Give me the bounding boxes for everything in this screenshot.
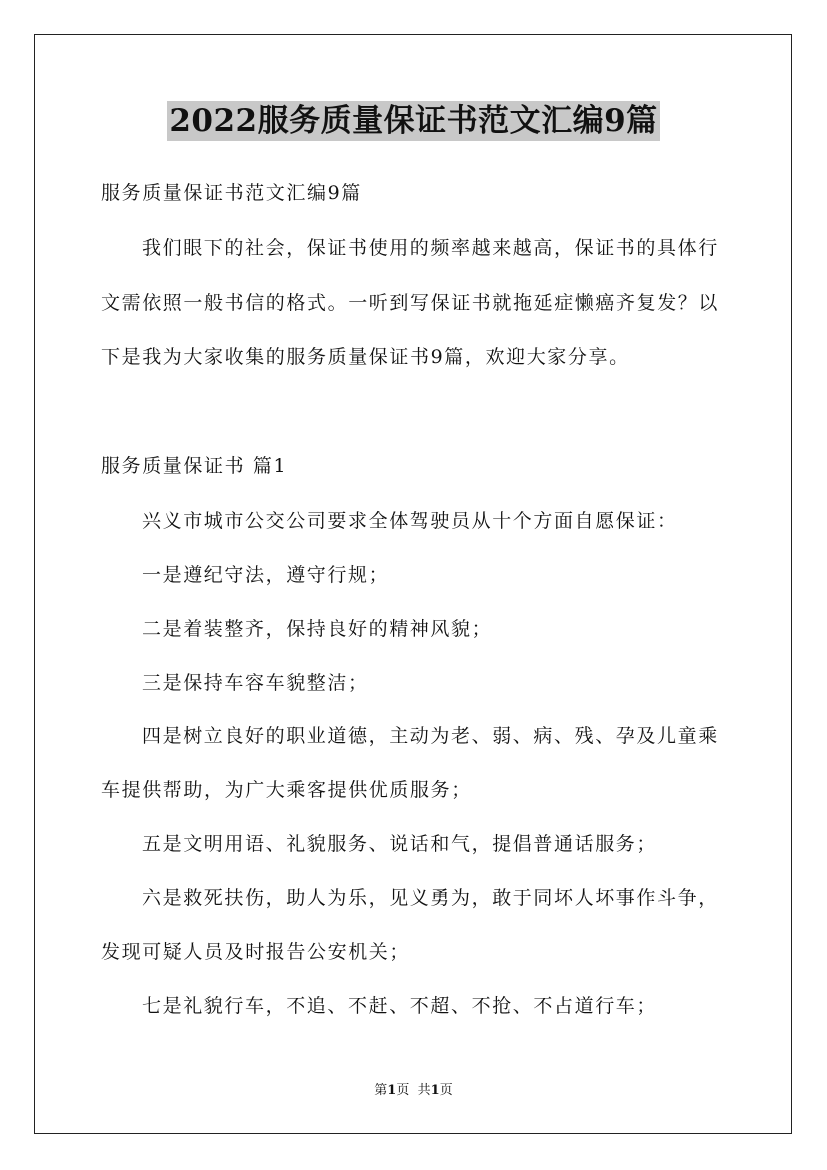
body-line: 二是着装整齐，保持良好的精神风貌； [142, 618, 493, 640]
total-pages: 1 [430, 1083, 440, 1098]
section-heading: 服务质量保证书 篇1 [101, 455, 288, 477]
body-line: 三是保持车容车貌整洁； [142, 672, 369, 694]
page-footer [0, 1083, 827, 1099]
body-line: 六是救死扶伤，助人为乐，见义勇为，敢于同坏人坏事作斗争， [142, 887, 719, 909]
body-line: 七是礼貌行车，不追、不赶、不超、不抢、不占道行车； [142, 995, 658, 1017]
document-title: 2022服务质量保证书范文汇编9篇 [169, 103, 658, 139]
document-subtitle: 服务质量保证书范文汇编9篇 [101, 182, 362, 204]
intro-line: 我们眼下的社会，保证书使用的频率越来越高，保证书的具体行 [142, 237, 719, 259]
body-line: 五是文明用语、礼貌服务、说话和气，提倡普通话服务； [142, 833, 658, 855]
title-container [0, 101, 827, 141]
total-suffix: 页 [439, 1083, 453, 1098]
body-line: 发现可疑人员及时报告公安机关； [101, 941, 411, 963]
intro-line: 下是我为大家收集的服务质量保证书9篇，欢迎大家分享。 [101, 346, 630, 368]
page-prefix: 第 [374, 1083, 388, 1098]
body-line: 车提供帮助，为广大乘客提供优质服务； [101, 779, 472, 801]
body-line: 兴义市城市公交公司要求全体驾驶员从十个方面自愿保证： [142, 510, 678, 532]
page-suffix: 页 [396, 1083, 410, 1098]
page-number: 1 [387, 1083, 397, 1098]
body-line: 一是遵纪守法，遵守行规； [142, 564, 390, 586]
intro-line: 文需依照一般书信的格式。一听到写保证书就拖延症懒癌齐复发？以 [101, 292, 720, 314]
total-prefix: 共 [417, 1083, 431, 1098]
body-line: 四是树立良好的职业道德，主动为老、弱、病、残、孕及儿童乘 [142, 725, 719, 747]
